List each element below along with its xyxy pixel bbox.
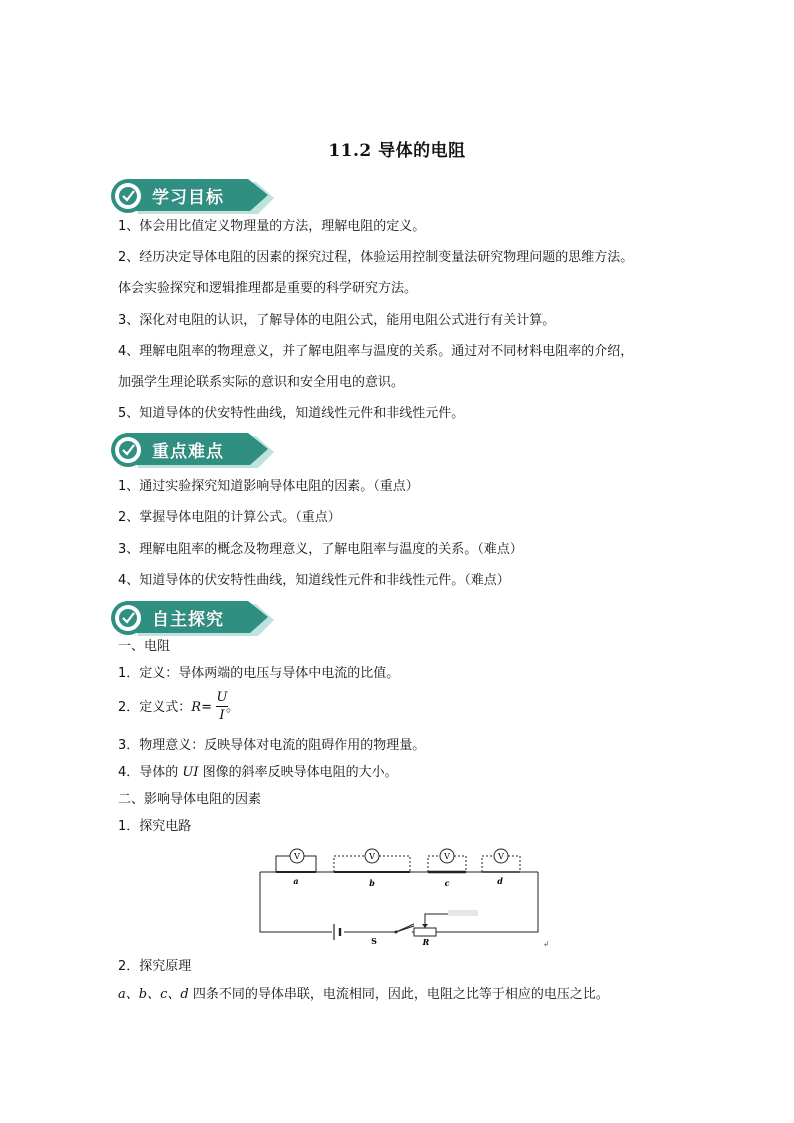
voltmeter-b-label: V: [369, 852, 375, 861]
goal-line-2: 2、经历决定导体电阻的因素的探究过程，体验运用控制变量法研究物理问题的思维方法。: [118, 250, 634, 265]
ui-graph-line: [118, 765, 398, 781]
keypoint-line-3: 3、理解电阻率的概念及物理意义，了解电阻率与温度的关系。（难点）: [118, 542, 523, 557]
rheostat-slider: [425, 914, 450, 928]
smudged-label: [448, 910, 478, 916]
voltmeter-a-label: V: [294, 852, 300, 861]
definition-line: 1．定义：导体两端的电压与导体中电流的比值。: [118, 666, 400, 681]
formula-end: 。: [225, 700, 239, 715]
goal-line-4: 4、理解电阻率的物理意义，并了解电阻率与温度的关系。通过对不同材料电阻率的介绍，: [118, 344, 634, 359]
keypoint-line-1: 1、通过实验探究知道影响导体电阻的因素。（重点）: [118, 479, 419, 494]
principle-line: [118, 987, 609, 1003]
banner-goals-label: 学习目标: [152, 188, 224, 208]
rheostat-label: R: [422, 937, 430, 947]
goal-line-3: 3、深化对电阻的认识，了解导体的电阻公式，能用电阻公式进行有关计算。: [118, 313, 556, 328]
ui-prefix: 4．导体的: [118, 765, 183, 780]
formula-fraction: [216, 690, 228, 723]
formula-var-r: R: [191, 700, 202, 715]
voltmeter-d-label: V: [498, 852, 504, 861]
ui-var: UI: [182, 765, 199, 780]
formula-equals: =: [201, 700, 212, 715]
ui-suffix: 图像的斜率反映导体电阻的大小。: [198, 765, 398, 780]
goal-line-4-cont: 加强学生理论联系实际的意识和安全用电的意识。: [118, 375, 405, 390]
section-factors: 二、影响导体电阻的因素: [118, 792, 262, 807]
stray-mark: ↲: [543, 940, 549, 948]
banner-keypoints-label: 重点难点: [152, 442, 224, 462]
circuit-diagram: [250, 840, 560, 952]
wire-b-label: b: [369, 878, 375, 888]
rheostat-body: [414, 928, 436, 936]
principle-text: 四条不同的导体串联，电流相同，因此，电阻之比等于相应的电压之比。: [188, 987, 609, 1002]
principle-vars: a、b、c、d: [118, 987, 189, 1002]
formula-numerator: U: [216, 690, 228, 705]
principle-heading: 2．探究原理: [118, 959, 192, 974]
switch-lever: [396, 924, 414, 932]
formula-denominator: I: [219, 708, 225, 723]
goal-line-5: 5、知道导体的伏安特性曲线，知道线性元件和非线性元件。: [118, 406, 465, 421]
keypoint-line-4: 4、知道导体的伏安特性曲线，知道线性元件和非线性元件。（难点）: [118, 573, 510, 588]
goal-line-1: 1、体会用比值定义物理量的方法，理解电阻的定义。: [118, 219, 426, 234]
meaning-line: 3．物理意义：反映导体对电流的阻碍作用的物理量。: [118, 738, 426, 753]
circuit-heading: 1．探究电路: [118, 819, 192, 834]
section-resistance: 一、电阻: [118, 639, 171, 654]
goal-line-2-cont: 体会实验探究和逻辑推理都是重要的科学研究方法。: [118, 281, 418, 296]
switch-label: S: [371, 936, 377, 946]
formula-prefix: 2．定义式：: [118, 700, 192, 715]
fraction-bar: [216, 706, 228, 707]
keypoint-line-2: 2、掌握导体电阻的计算公式。（重点）: [118, 510, 341, 525]
banner-keypoints: [108, 428, 278, 470]
wire-d-label: d: [497, 876, 503, 886]
rheostat-arrow: [422, 924, 428, 928]
voltmeter-c-label: V: [444, 852, 450, 861]
page-title: 11.2 导体的电阻: [328, 141, 466, 161]
banner-explore: [108, 596, 278, 638]
wire-c-label: c: [444, 878, 450, 888]
wire-a-label: a: [293, 876, 299, 886]
banner-explore-label: 自主探究: [152, 610, 224, 630]
banner-goals: [108, 174, 278, 216]
